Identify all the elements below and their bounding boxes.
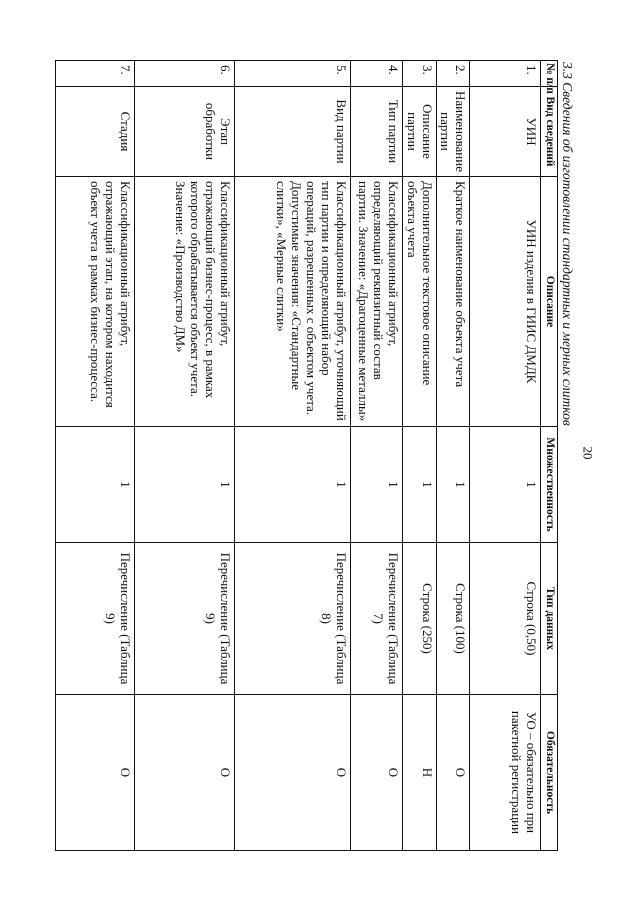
cell-multiplicity: 1	[469, 427, 540, 543]
table-row	[56, 61, 135, 851]
header-description: Описание	[541, 177, 558, 427]
cell-multiplicity: 1	[436, 427, 469, 543]
cell-kind: Этап обработки	[135, 87, 234, 177]
cell-required: О	[234, 695, 351, 851]
cell-kind: Наименование партии	[436, 87, 469, 177]
cell-multiplicity: 1	[135, 427, 234, 543]
table-row	[469, 61, 540, 851]
table-row	[436, 61, 469, 851]
cell-multiplicity: 1	[234, 427, 351, 543]
header-kind: Вид сведений	[541, 87, 558, 177]
cell-kind: УИН	[469, 87, 540, 177]
cell-data-type: Перечисление (Таблица 7)	[351, 543, 403, 695]
cell-data-type: Перечисление (Таблица 9)	[56, 543, 135, 695]
cell-description: Краткое наименование объекта учета	[436, 177, 469, 427]
table-row	[234, 61, 351, 851]
cell-num: 1.	[469, 61, 540, 87]
cell-data-type: Перечисление (Таблица 8)	[234, 543, 351, 695]
cell-kind: Вид партии	[234, 87, 351, 177]
header-required: Обязательность	[541, 695, 558, 851]
table-row	[135, 61, 234, 851]
cell-num: 2.	[436, 61, 469, 87]
cell-description: Классификационный атрибут, отражающий бизнес-процесс, в рамках которого обрабатывается объект учета. Значение: «Производство ДМ»	[135, 177, 234, 427]
cell-description: Классификационный атрибут, определяющий реквизитный состав партии. Значение: «Драгоценные металлы»	[351, 177, 403, 427]
cell-data-type: Перечисление (Таблица 9)	[135, 543, 234, 695]
cell-multiplicity: 1	[351, 427, 403, 543]
cell-kind: Тип партии	[351, 87, 403, 177]
page-number: 20	[580, 446, 596, 460]
cell-num: 3.	[403, 61, 436, 87]
cell-required: Н	[403, 695, 436, 851]
cell-description: Дополнительное текстовое описание объекта учета	[403, 177, 436, 427]
rotated-document	[55, 60, 575, 850]
header-num: № п/п	[541, 61, 558, 87]
cell-description: УИН изделия в ГИИС ДМДК	[469, 177, 540, 427]
data-table	[55, 60, 558, 851]
cell-description: Классификационный атрибут, отражающий этап, на котором находится объект учета в рамках бизнес-процесса.	[56, 177, 135, 427]
cell-num: 7.	[56, 61, 135, 87]
table-row	[351, 61, 403, 851]
cell-kind: Описание партии	[403, 87, 436, 177]
section-title: 3.3 Сведения об изготовлении стандартных и мерных слитков	[560, 62, 575, 426]
cell-required: О	[351, 695, 403, 851]
cell-num: 5.	[234, 61, 351, 87]
cell-required: О	[56, 695, 135, 851]
cell-data-type: Строка (250)	[403, 543, 436, 695]
cell-num: 4.	[351, 61, 403, 87]
table-row	[403, 61, 436, 851]
cell-required: УО – обязательно при пакетной регистрации	[469, 695, 540, 851]
cell-required: О	[135, 695, 234, 851]
header-data-type: Тип данных	[541, 543, 558, 695]
cell-multiplicity: 1	[56, 427, 135, 543]
header-multiplicity: Множественность	[541, 427, 558, 543]
table-header-row	[541, 61, 558, 851]
cell-multiplicity: 1	[403, 427, 436, 543]
cell-num: 6.	[135, 61, 234, 87]
cell-description: Классификационный атрибут, уточняющий тип партии и определяющий набор операций, разрешенных с объектом учета. Допустимые значения: «Стандартные слитки», «Мерные слитки»	[234, 177, 351, 427]
cell-data-type: Строка (0,50)	[469, 543, 540, 695]
cell-data-type: Строка (100)	[436, 543, 469, 695]
cell-kind: Стадия	[56, 87, 135, 177]
cell-required: О	[436, 695, 469, 851]
